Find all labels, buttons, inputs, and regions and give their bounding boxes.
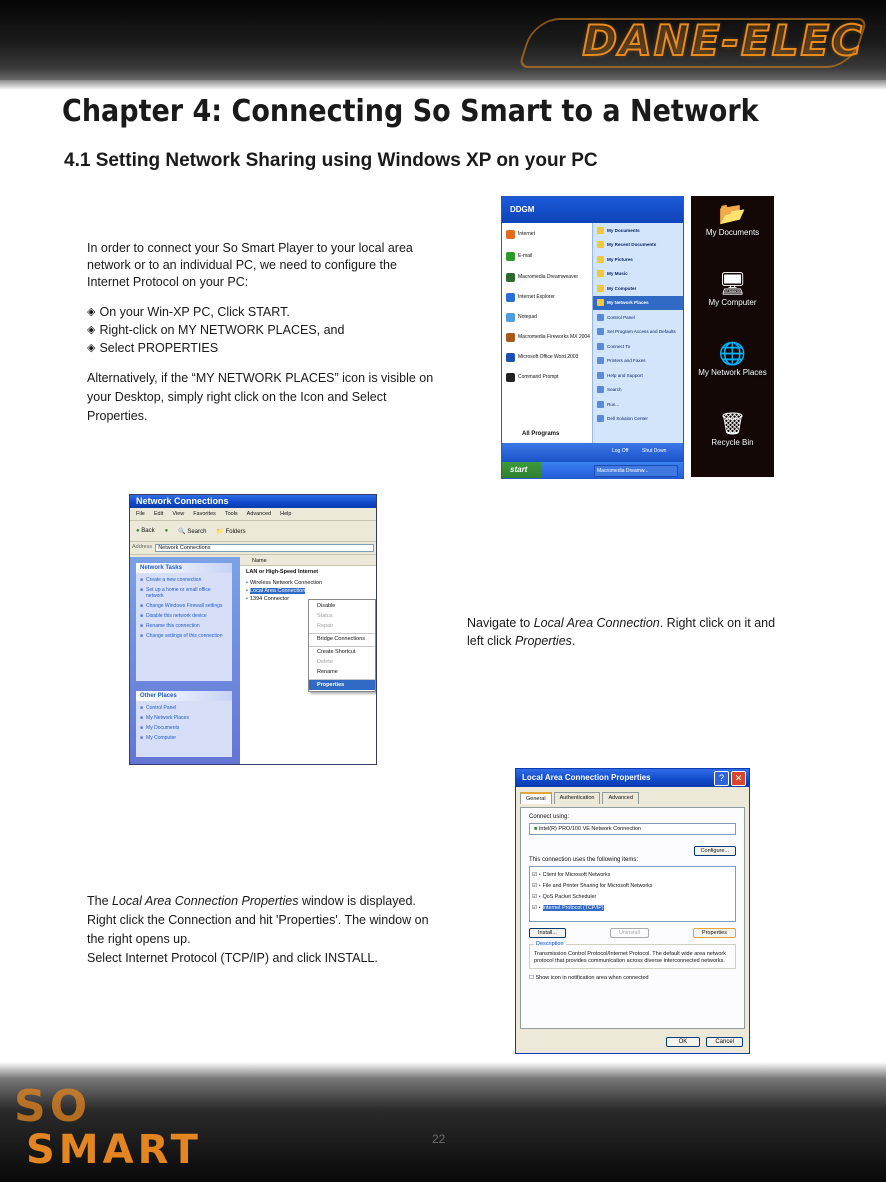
address-bar[interactable]: Network Connections	[155, 544, 374, 552]
startmenu-program[interactable]: E-mail	[502, 245, 592, 267]
network-task[interactable]: ■ Disable this network device	[140, 613, 207, 619]
connection-item[interactable]: ▪ Wireless Network Connection	[246, 580, 323, 586]
so-logo-top: SO	[14, 1081, 92, 1132]
startmenu-place[interactable]: Connect To	[593, 339, 684, 354]
ok-button[interactable]: OK	[666, 1037, 701, 1047]
network-task[interactable]: ■ Change settings of this connection	[140, 633, 223, 639]
desktop-icon[interactable]: 🖥 My Computer	[708, 271, 757, 307]
chapter-title: Chapter 4: Connecting So Smart to a Network	[62, 94, 759, 129]
connection-item[interactable]: ▪ Local Area Connection	[246, 588, 306, 594]
folders-button[interactable]: 📁 Folders	[216, 528, 246, 535]
nc-title: Network Connections	[130, 495, 376, 508]
menu-item[interactable]: Tools	[224, 511, 238, 517]
startmenu-place[interactable]: My Pictures	[593, 252, 684, 267]
context-menu-item[interactable]: Delete	[317, 659, 333, 665]
startmenu-place[interactable]: Printers and Faxes	[593, 354, 684, 369]
header-fade	[0, 80, 886, 90]
install-button[interactable]: Install...	[529, 928, 566, 938]
context-menu-item[interactable]: Repair	[317, 623, 334, 629]
context-menu-item[interactable]: Bridge Connections	[309, 633, 375, 644]
section-title: 4.1 Setting Network Sharing using Windows XP on your PC	[64, 150, 598, 171]
startmenu-place[interactable]: Help and Support	[593, 368, 684, 383]
startmenu-user: DDGM	[502, 197, 683, 223]
network-tasks-header: Network Tasks	[136, 563, 232, 573]
lac-properties-window	[515, 768, 750, 1054]
search-button[interactable]: 🔍 Search	[178, 528, 207, 535]
protocol-item[interactable]: ☑ ▪ QoS Packet Scheduler	[532, 893, 597, 900]
other-place[interactable]: ■ My Documents	[140, 725, 180, 731]
menu-item[interactable]: Help	[280, 511, 292, 517]
properties-tab[interactable]: General	[520, 792, 552, 804]
startmenu-place[interactable]: My Documents	[593, 223, 684, 238]
protocol-item[interactable]: ☑ ▪ Internet Protocol (TCP/IP)	[532, 904, 604, 911]
desktop-screenshot	[691, 196, 774, 477]
forward-icon[interactable]: ●	[164, 528, 169, 534]
menu-item[interactable]: View	[172, 511, 185, 517]
back-button[interactable]: ● Back	[136, 528, 155, 534]
description-box: Description Transmission Control Protocol/Internet Protocol. The default wide area network protocol that provides communication across diverse interconnected networks.	[529, 944, 736, 969]
dane-elec-logo: DANE-ELEC	[514, 12, 864, 68]
start-button[interactable]: start	[502, 462, 542, 478]
startmenu-program[interactable]: Command Prompt	[502, 367, 592, 387]
logoff[interactable]: Log Off	[612, 448, 629, 454]
connect-using-label: Connect using:	[529, 814, 570, 820]
navigate-paragraph: Navigate to Local Area Connection. Right click on it and left click Properties.	[467, 616, 776, 648]
startmenu-place[interactable]: My Computer	[593, 281, 684, 296]
network-connections-window: Network Connections File Edit View Favorites Tools Advanced Help ● Back ● 🔍 Search 📁 Folders Address Network Connections Network Tasks ■ Create a new connection ■ Set up a home or small office network ■ Change Windows Firewall settings ■ Disable this network device ■ Rename this connection ■ Change settings of this connection Other Places ■ Control Panel ■ My Network Places ■ My Documents ■ My Computer Name LAN or High-Speed Internet ▪ Wireless Network Connection ▪ Local Area Connection ▪ 1394 Connector Disable Status Repair Bridge Connections Create Shortcut Delete Rename Properties	[129, 494, 377, 765]
startmenu-program[interactable]: Macromedia Dreamweaver	[502, 267, 592, 287]
help-icon[interactable]: ?	[714, 771, 729, 786]
startmenu-program[interactable]: Microsoft Office Word 2003	[502, 347, 592, 367]
network-task[interactable]: ■ Set up a home or small office network	[140, 587, 211, 599]
startmenu-place[interactable]: Search	[593, 383, 684, 398]
alternative-paragraph: Alternatively, if the “MY NETWORK PLACES” icon is visible on your Desktop, simply right click on the Icon and Select Properties.	[87, 371, 434, 423]
lac-title: Local Area Connection Properties	[516, 769, 749, 787]
desktop-icon[interactable]: 📂 My Documents	[705, 201, 760, 237]
startmenu-screenshot	[501, 196, 684, 479]
startmenu-place[interactable]: Set Program Access and Defaults	[593, 325, 684, 340]
startmenu-place[interactable]: Control Panel	[593, 310, 684, 325]
menu-item[interactable]: Edit	[153, 511, 164, 517]
context-menu-item[interactable]: Create Shortcut	[309, 646, 375, 657]
other-place[interactable]: ■ Control Panel	[140, 705, 177, 711]
bullet-3: ◈ Select PROPERTIES	[87, 340, 219, 355]
bullet-1: ◈ On your Win-XP PC, Click START.	[87, 304, 290, 319]
protocol-item[interactable]: ☑ ▪ File and Printer Sharing for Microsoft Networks	[532, 882, 653, 889]
properties-tab[interactable]: Advanced	[602, 792, 638, 804]
properties-button[interactable]: Properties	[693, 928, 736, 938]
desktop-icon[interactable]: 🗑 Recycle Bin	[711, 411, 754, 447]
uses-label: This connection uses the following items:	[529, 857, 639, 863]
close-icon[interactable]: ✕	[731, 771, 746, 786]
bullet-2: ◈ Right-click on MY NETWORK PLACES, and	[87, 322, 345, 337]
intro-block	[87, 240, 437, 426]
startmenu-place[interactable]: Run...	[593, 397, 684, 412]
shutdown[interactable]: Shut Down	[642, 448, 667, 454]
network-task[interactable]: ■ Rename this connection	[140, 623, 200, 629]
group-header: LAN or High-Speed Internet	[246, 569, 319, 575]
network-task[interactable]: ■ Create a new connection	[140, 577, 202, 583]
properties-paragraph: The Local Area Connection Properties window is displayed. Right click the Connection and hit 'Properties'. The window on the right opens up. Select Internet Protocol (TCP/IP) and click INSTALL.	[87, 894, 429, 965]
context-menu-item[interactable]: Rename	[317, 669, 338, 675]
connection-item[interactable]: ▪ 1394 Connector	[246, 596, 290, 602]
configure-button[interactable]: Configure...	[694, 846, 736, 856]
intro-paragraph: In order to connect your So Smart Player to your local area network or to an individual PC, we need to configure the Internet Protocol on your PC:	[87, 241, 413, 289]
startmenu-place[interactable]: Dell Solution Center	[593, 412, 684, 427]
adapter-field: ■ Intel(R) PRO/100 VE Network Connection	[529, 823, 736, 835]
all-programs[interactable]: All Programs	[522, 431, 560, 437]
desktop-icon[interactable]: 🌐 My Network Places	[698, 341, 767, 377]
other-place[interactable]: ■ My Network Places	[140, 715, 189, 721]
startmenu-place[interactable]: My Recent Documents	[593, 238, 684, 253]
show-icon-checkbox[interactable]: ☐ Show icon in notification area when connected	[529, 975, 649, 981]
startmenu-program[interactable]: Notepad	[502, 307, 592, 327]
properties-tab[interactable]: Authentication	[554, 792, 601, 804]
smart-logo: SMART	[26, 1127, 202, 1173]
menu-item[interactable]: Advanced	[246, 511, 272, 517]
startmenu-program[interactable]: Internet	[502, 223, 592, 245]
context-menu-item[interactable]: Status	[317, 613, 333, 619]
startmenu-place[interactable]: My Music	[593, 267, 684, 282]
name-column[interactable]: Name	[240, 557, 376, 566]
network-task[interactable]: ■ Change Windows Firewall settings	[140, 603, 223, 609]
other-places-header: Other Places	[136, 691, 232, 701]
cancel-button[interactable]: Cancel	[706, 1037, 743, 1047]
page-number: 22	[432, 1132, 446, 1146]
startmenu-program[interactable]: Internet Explorer	[502, 287, 592, 307]
menu-item[interactable]: Favorites	[193, 511, 216, 517]
uninstall-button[interactable]: Uninstall	[610, 928, 649, 938]
menu-item[interactable]: File	[136, 511, 145, 517]
startmenu-place[interactable]: My Network Places	[593, 296, 684, 311]
context-menu-item[interactable]: Properties	[309, 679, 375, 690]
context-menu-item[interactable]: Disable	[317, 603, 336, 609]
other-place[interactable]: ■ My Computer	[140, 735, 177, 741]
taskbar-item[interactable]: Macromedia Dreamw...	[594, 465, 678, 477]
startmenu-program[interactable]: Macromedia Fireworks MX 2004	[502, 327, 592, 347]
protocol-item[interactable]: ☑ ▪ Client for Microsoft Networks	[532, 871, 611, 878]
